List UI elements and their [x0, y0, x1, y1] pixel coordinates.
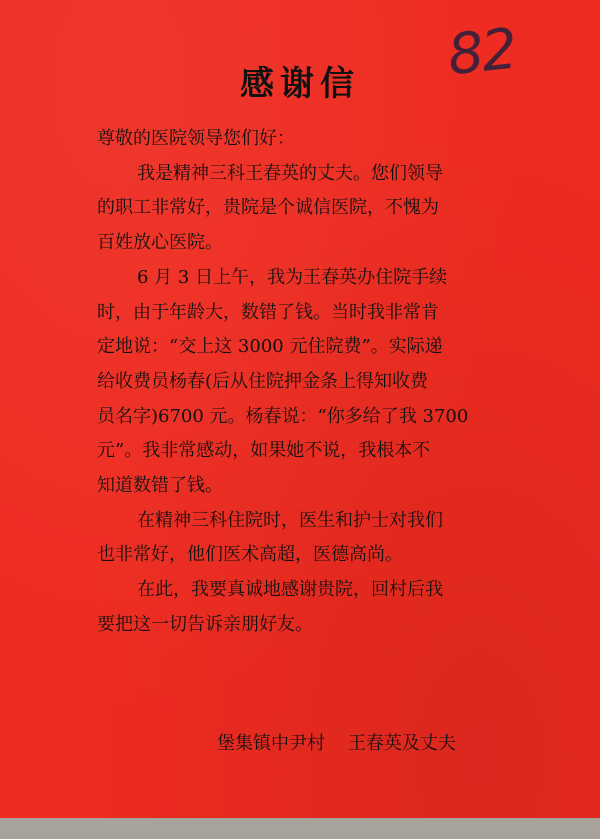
paragraph2-line4: 给收费员杨春(后从住院押金条上得知收费	[97, 370, 429, 392]
salutation: 尊敬的医院领导您们好：	[97, 128, 295, 149]
paragraph3-line2: 也非常好，他们医术高超，医德高尚。	[97, 544, 403, 566]
table-surface	[0, 818, 600, 839]
paragraph4-line1: 在此，我要真诚地感谢贵院，回村后我	[137, 579, 443, 601]
paragraph2-line3: 定地说：“交上这 3000 元住院费”。实际递	[97, 336, 443, 358]
paragraph2-line6: 元”。我非常感动，如果她不说，我根本不	[97, 440, 431, 462]
paragraph2-line1: 6 月 3 日上午，我为王春英办住院手续	[137, 266, 448, 288]
handwritten-number: 82	[444, 16, 519, 89]
paragraph1-line2: 的职工非常好，贵院是个诚信医院，不愧为	[97, 197, 439, 219]
paragraph2-line7: 知道数错了钱。	[97, 475, 223, 497]
signature-place: 堡集镇中尹村	[217, 733, 325, 754]
paragraph3-line1: 在精神三科住院时，医生和护士对我们	[137, 509, 443, 531]
paragraph2-line5: 员名字)6700 元。杨春说：“你多给了我 3700	[97, 405, 469, 427]
paragraph2-line2: 时，由于年龄大，数错了钱。当时我非常肯	[97, 301, 439, 323]
letter-body	[97, 122, 507, 643]
paragraph4-line2: 要把这一切告诉亲朋好友。	[97, 613, 313, 635]
signature-name: 王春英及丈夫	[347, 733, 456, 754]
paragraph1-line1: 我是精神三科王春英的丈夫。您们领导	[137, 162, 443, 184]
paragraph1-line3: 百姓放心医院。	[97, 232, 223, 254]
signature	[217, 729, 456, 755]
letter-title: 感谢信	[240, 64, 360, 104]
